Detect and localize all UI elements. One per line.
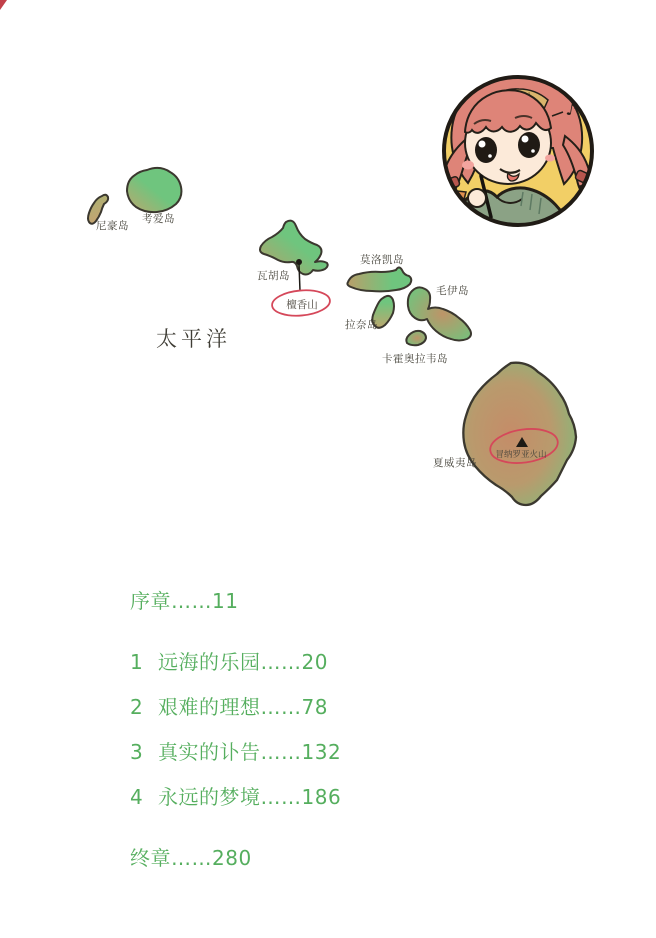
toc-entry-page: 132 bbox=[301, 740, 342, 764]
toc-entry-title: 序章 bbox=[130, 589, 171, 613]
island-molokai bbox=[347, 268, 411, 292]
music-note-icon: ♪ bbox=[564, 99, 578, 120]
island-label-lanai: 拉奈岛 bbox=[345, 319, 378, 331]
island-label-kahoolawe: 卡霍奥拉韦岛 bbox=[382, 353, 448, 365]
island-group-kauai bbox=[127, 168, 181, 212]
island-label-maui: 毛伊岛 bbox=[436, 285, 469, 297]
toc-leader-dots: …… bbox=[260, 740, 302, 764]
toc-entry-chapter-3 bbox=[130, 741, 341, 763]
toc-entry-page: 186 bbox=[301, 785, 342, 809]
toc-entry-chapter-2 bbox=[130, 696, 328, 718]
toc-entry-chapter-4 bbox=[130, 786, 341, 808]
toc-leader-dots: …… bbox=[171, 589, 212, 613]
toc-entry-number: 4 bbox=[130, 785, 144, 809]
blush-left bbox=[462, 161, 474, 170]
toc-entry-title: 终章 bbox=[130, 846, 171, 870]
toc-leader-dots: …… bbox=[260, 650, 302, 674]
island-group-kahoolawe bbox=[406, 331, 426, 345]
eye-left bbox=[475, 137, 497, 163]
island-group-oahu bbox=[260, 221, 328, 275]
blush-right bbox=[545, 155, 555, 162]
toc-entry-page: 78 bbox=[301, 695, 328, 719]
toc-entry-chapter-1 bbox=[130, 651, 328, 673]
toc-entry-epilogue bbox=[130, 847, 252, 869]
honolulu-label: 檀香山 bbox=[286, 299, 318, 311]
toc-entry-title: 艰难的理想 bbox=[158, 695, 261, 719]
island-label-hawaii: 夏威夷岛 bbox=[433, 457, 477, 469]
mauna-loa-label: 冒纳罗亚火山 bbox=[495, 450, 547, 460]
island-label-kauai: 考爱岛 bbox=[142, 213, 175, 225]
island-kahoolawe bbox=[406, 331, 426, 345]
eye-right bbox=[518, 132, 540, 158]
toc-entry-title: 永远的梦境 bbox=[158, 785, 261, 809]
toc-entry-page: 280 bbox=[212, 846, 252, 870]
island-hawaii bbox=[463, 363, 576, 505]
author-avatar bbox=[441, 74, 598, 232]
leader-line bbox=[299, 264, 300, 291]
island-label-molokai: 莫洛凯岛 bbox=[360, 254, 404, 266]
island-oahu bbox=[260, 221, 328, 275]
island-label-niihau: 尼豪岛 bbox=[96, 220, 129, 232]
toc-entry-page: 11 bbox=[212, 589, 239, 613]
toc-entry-prologue bbox=[130, 590, 238, 612]
hand bbox=[468, 189, 486, 207]
island-kauai bbox=[127, 168, 181, 212]
toc-leader-dots: …… bbox=[260, 785, 302, 809]
toc-entry-title: 真实的讣告 bbox=[158, 740, 261, 764]
toc-entry-number: 1 bbox=[130, 650, 144, 674]
toc-leader-dots: …… bbox=[260, 695, 302, 719]
toc-entry-page: 20 bbox=[301, 650, 328, 674]
toc-leader-dots: …… bbox=[171, 846, 212, 870]
island-label-oahu: 瓦胡岛 bbox=[257, 270, 290, 282]
page-corner-mark bbox=[0, 0, 7, 10]
island-group-molokai bbox=[347, 268, 411, 292]
toc-entry-number: 2 bbox=[130, 695, 144, 719]
ocean-label: 太平洋 bbox=[156, 327, 231, 351]
toc-entry-title: 远海的乐园 bbox=[158, 650, 261, 674]
island-group-hawaii bbox=[463, 363, 576, 505]
toc-entry-number: 3 bbox=[130, 740, 144, 764]
